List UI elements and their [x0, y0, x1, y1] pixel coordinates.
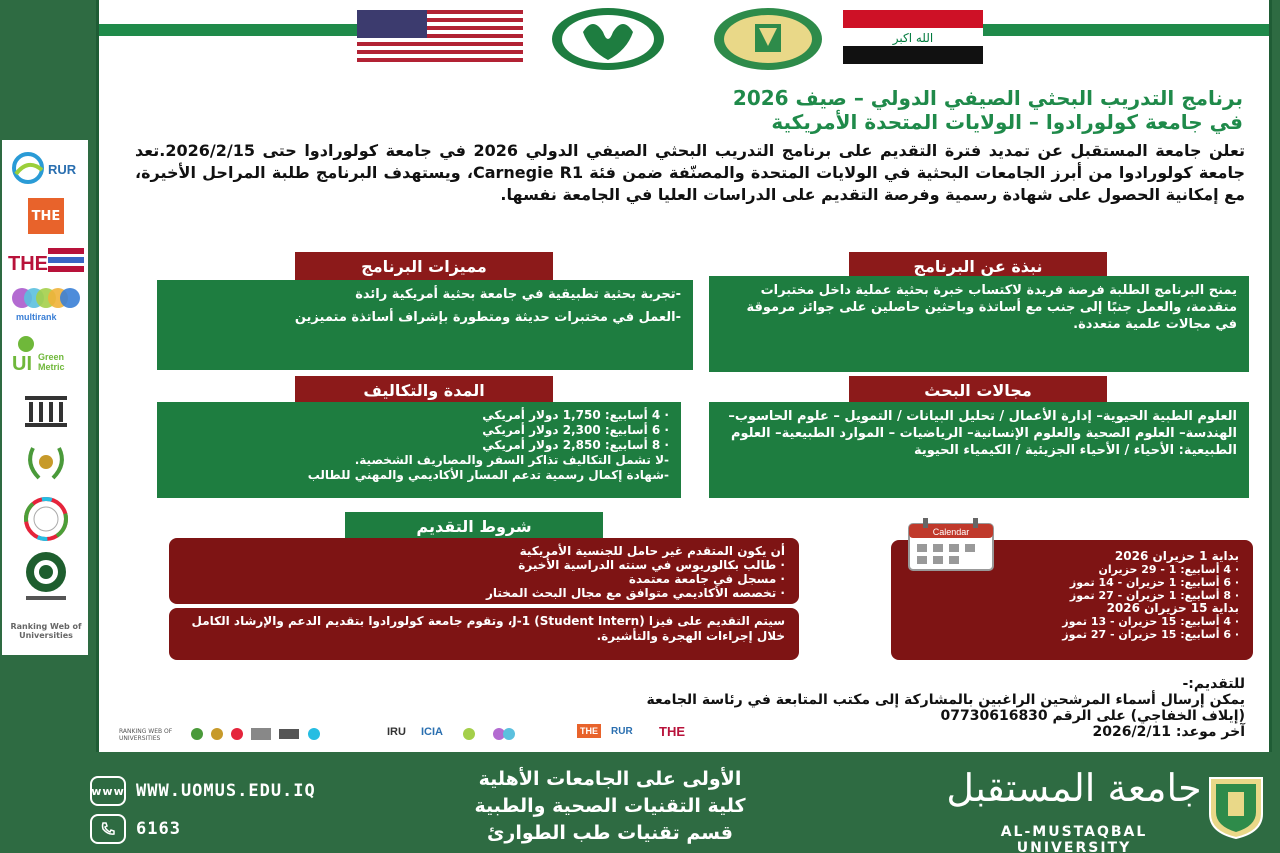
calendar-item: · 8 أسابيع: 1 حزيران - 27 تموز — [1069, 589, 1239, 602]
condition-item: أن يكون المتقدم غير حامل للجنسية الأمريكية — [519, 544, 785, 558]
rankings-panel — [2, 140, 88, 655]
calendar-start-2: بداية 15 حزيران 2026 — [1106, 601, 1239, 615]
title-line-1: برنامج التدريب البحثي الصيفي الدولي – صيف 2026 — [732, 86, 1243, 110]
svg-text:RUR: RUR — [48, 162, 77, 177]
phone-text[interactable]: 6163 — [136, 819, 181, 839]
bottom-bar — [0, 760, 1280, 853]
svg-text:THE: THE — [8, 253, 48, 275]
condition-item: · طالب بكالوريوس في سنته الدراسية الأخيرة — [518, 558, 785, 572]
footer-small-logos-icon — [189, 726, 339, 742]
calendar-item: · 6 أسابيع: 15 حزيران - 27 تموز — [1062, 628, 1239, 641]
announcement-poster — [96, 0, 1272, 752]
the-impact-small-logo: THE — [659, 724, 685, 739]
svg-text:UI: UI — [12, 353, 32, 375]
csu-ram-logo — [549, 6, 667, 72]
apply-heading: للتقديم:- — [1182, 676, 1245, 692]
college-line: كلية التقنيات الصحية والطبية — [474, 795, 746, 817]
columns-icon — [8, 394, 84, 428]
the-logo: THE — [8, 198, 84, 234]
rur-small-logo: RUR — [611, 726, 633, 737]
greenmetric-logo — [8, 332, 84, 382]
visa-note: سيتم التقديم على فيزا (Student Intern) J-1، وتقوم جامعة كولورادوا بتقديم الدعم والإرشاد الكامل خلال إجراءات الهجرة والتأشيرة. — [191, 614, 785, 643]
calendar-start-1: بداية 1 حزيران 2026 — [1114, 549, 1239, 563]
department-line: قسم تقنيات طب الطوارئ — [486, 822, 733, 844]
laurel-logo — [8, 440, 84, 486]
calendar-item: · 4 أسابيع: 1 - 29 حزيران — [1098, 563, 1239, 576]
about-text: يمنح البرنامج الطلبة فرصة فريدة لاكتساب خبرة بحثية عملية داخل مختبرات متقدمة، والعمل جنبًا إلى جنب مع أساتذة وباحثين حاصلين على جوائز مرموقة في مجالات علمية متعددة. — [746, 283, 1237, 332]
cost-item: · 4 أسابيع: 1,750 دولار أمريكي — [482, 408, 669, 422]
svg-text:multirank: multirank — [16, 312, 57, 322]
title-line-2: في جامعة كولورادوا – الولايات المتحدة الأمريكية — [771, 110, 1243, 134]
phone-icon — [90, 814, 126, 844]
condition-item: · مسجل في جامعة معتمدة — [628, 572, 785, 586]
first-private-line: الأولى على الجامعات الأهلية — [478, 768, 742, 790]
svg-text:Green: Green — [38, 352, 65, 362]
arab-engineers-logo — [8, 550, 84, 606]
cost-item: · 8 أسابيع: 2,850 دولار أمريكي — [482, 438, 669, 452]
ranking-web-small: RANKING WEB OF UNIVERSITIES — [119, 728, 173, 742]
feature-item: -تجربة بحثية تطبيقية في جامعة بحثية أمريكية رائدة — [355, 287, 681, 302]
ranking-web-text: Ranking Web of Universities — [10, 622, 82, 640]
about-box — [709, 276, 1249, 372]
apply-line-1: يمكن إرسال أسماء المرشحين الراغبين بالمشاركة إلى مكتب المتابعة في رئاسة الجامعة — [646, 692, 1245, 708]
cost-item: · 6 أسابيع: 2,300 دولار أمريكي — [482, 423, 669, 437]
conditions-heading: شروط التقديم — [345, 512, 603, 540]
fields-box — [709, 402, 1249, 498]
calendar-icon-label: Calendar — [932, 527, 970, 537]
svg-text:Metric: Metric — [38, 362, 65, 372]
intro-paragraph: تعلن جامعة المستقبل عن تمديد فترة التقديم على برنامج التدريب البحثي الصيفي الدولي 2026 في جامعة كولورادوا حتى 2026/2/15.تعد جامعة كولورادوا من أبرز الجامعات البحثية في الولايات المتحدة والمصنّفة ضمن فئة Carnegie R1، ويستهدف البرنامج طلبة المراحل الأخيرة، مع إمكانية الحصول على شهادة رسمية وفرصة التقديم على الدراسات العليا في الجامعة نفسها. — [135, 141, 1246, 204]
globe-icon: www — [90, 776, 126, 806]
condition-item: · تخصصه الأكاديمي متوافق مع مجال البحث المختار — [485, 586, 785, 600]
costs-box — [157, 402, 681, 498]
feature-item: -العمل في مختبرات حديثة ومتطورة بإشراف أساتذة متميزين — [294, 310, 681, 325]
about-heading: نبذة عن البرنامج — [849, 252, 1107, 280]
visa-box — [169, 608, 799, 660]
the-small-logo: THE — [577, 724, 601, 738]
phone-row[interactable] — [90, 814, 181, 844]
multirank-logo — [8, 282, 84, 322]
al-mustaqbal-emblem — [709, 6, 827, 72]
iraq-flag-text: الله اكبر — [892, 31, 934, 45]
features-box — [157, 280, 693, 370]
top-green-line-right — [983, 24, 1272, 36]
ranking-web-logo — [8, 618, 84, 644]
usa-flag-icon — [357, 10, 523, 64]
calendar-item: · 6 أسابيع: 1 حزيران - 14 تموز — [1069, 576, 1239, 589]
footer-rankings-row — [119, 724, 719, 744]
sdg-logo — [8, 496, 84, 542]
cost-note: -شهادة إكمال رسمية تدعم المسار الأكاديمي والمهني للطالب — [307, 468, 669, 482]
fields-heading: مجالات البحث — [849, 376, 1107, 404]
icia-logo: ICIA — [421, 726, 443, 738]
top-green-line-left — [99, 24, 357, 36]
apply-line-2: (إيلاف الخفاجي) على الرقم 07730616830 — [940, 708, 1245, 724]
the-impact-rankings-logo — [8, 244, 84, 276]
conditions-box — [169, 538, 799, 604]
website-text[interactable]: WWW.UOMUS.EDU.IQ — [136, 781, 316, 801]
left-strip — [0, 0, 96, 853]
college-info — [360, 766, 860, 847]
footer-logos-icon — [459, 726, 569, 742]
university-name-english: AL-MUSTAQBAL UNIVERSITY — [1000, 824, 1148, 853]
fields-text: العلوم الطبية الحيوية– إدارة الأعمال / تحليل البيانات / التمويل – علوم الحاسوب– الهندسة– العلوم الصحية والعلوم الإنسانية– الرياضيات – الموارد الطبيعية– العلوم الطبيعية: الأحياء / الأحياء الجزيئية / الكيمياء الحيوية — [728, 409, 1237, 458]
calendar-item: · 4 أسابيع: 15 حزيران - 13 تموز — [1062, 615, 1239, 628]
iru-logo: IRU — [387, 726, 406, 738]
costs-heading: المدة والتكاليف — [295, 376, 553, 404]
iraq-flag-icon — [843, 10, 983, 64]
apply-deadline: آخر موعد: 2026/2/11 — [1092, 724, 1245, 740]
university-crest-icon — [1206, 774, 1266, 840]
cost-note: -لا تشمل التكاليف تذاكر السفر والمصاريف الشخصية. — [354, 453, 669, 467]
rur-logo — [8, 148, 84, 188]
university-name-arabic: جامعة المستقبل — [946, 766, 1202, 810]
website-row[interactable] — [90, 776, 316, 806]
features-heading: مميزات البرنامج — [295, 252, 553, 280]
calendar-icon — [905, 518, 997, 572]
